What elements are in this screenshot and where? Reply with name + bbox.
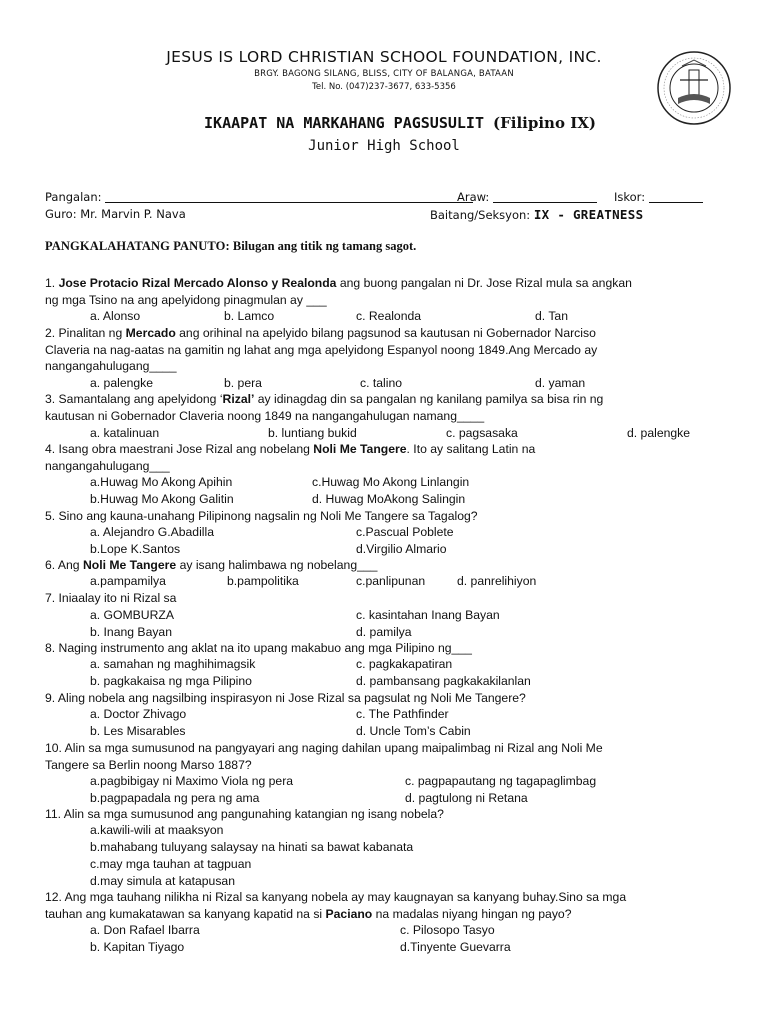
- option-9a[interactable]: a. Doctor Zhivago: [90, 707, 187, 721]
- option-5c[interactable]: c.Pascual Poblete: [356, 525, 454, 539]
- option-10d[interactable]: d. pagtulong ni Retana: [405, 791, 528, 805]
- question-number: 1.: [45, 276, 56, 290]
- option-1b[interactable]: b. Lamco: [224, 309, 275, 323]
- score-label: Iskor:: [614, 190, 646, 204]
- question-text: 2. Pinalitan ng: [45, 326, 123, 340]
- question-3: [45, 391, 725, 424]
- option-5a[interactable]: a. Alejandro G.Abadilla: [90, 525, 214, 539]
- name-field: [45, 190, 473, 204]
- option-11b[interactable]: b.mahabang tuluyang salaysay na hinati sa bawat kabanata: [90, 840, 414, 854]
- question-text-cont: ang orihinal na apelyido bilang pagsunod sa kautusan ni Gobernador Narciso: [179, 326, 596, 340]
- option-3c[interactable]: c. pagsasaka: [446, 426, 518, 440]
- question-6: [45, 557, 725, 574]
- option-3a[interactable]: a. katalinuan: [90, 426, 160, 440]
- question-text-cont: nangangahulugang___: [45, 458, 170, 473]
- option-4d[interactable]: d. Huwag MoAkong Salingin: [312, 492, 466, 506]
- option-2b[interactable]: b. pera: [224, 376, 262, 390]
- grade-section-value: IX - GREATNESS: [533, 207, 644, 222]
- grade-section-label: Baitang/Seksyon:: [430, 208, 531, 222]
- question-4: [45, 441, 725, 474]
- directions-text: Bilugan ang titik ng tamang sagot.: [232, 239, 417, 253]
- question-text-cont: ay isang halimbawa ng nobelang___: [179, 558, 378, 572]
- question-5: 5. Sino ang kauna-unahang Pilipinong nagsalin ng Noli Me Tangere sa Tagalog?: [45, 509, 478, 523]
- option-6a[interactable]: a.pampamilya: [90, 574, 166, 588]
- option-7a[interactable]: a. GOMBURZA: [90, 608, 174, 622]
- question-9: 9. Aling nobela ang nagsilbing inspirasyon ni Jose Rizal sa pagsulat ng Noli Me Tangere?: [45, 691, 526, 705]
- date-label: Araw:: [457, 190, 490, 204]
- date-field: [457, 190, 597, 204]
- option-8d[interactable]: d. pambansang pagkakakilanlan: [356, 674, 531, 688]
- option-5b[interactable]: b.Lope K.Santos: [90, 542, 181, 556]
- option-4c[interactable]: c.Huwag Mo Akong Linlangin: [312, 475, 470, 489]
- question-text: 12. Ang mga tauhang nilikha ni Rizal sa kanyang nobela ay may kaugnayan sa kanyang buhay.Sino sa mga: [45, 890, 627, 904]
- option-12b[interactable]: b. Kapitan Tiyago: [90, 940, 185, 954]
- question-2: [45, 325, 725, 375]
- grade-section-field: [430, 207, 643, 222]
- question-12: [45, 889, 725, 922]
- option-10b[interactable]: b.pagpapadala ng pera ng ama: [90, 791, 260, 805]
- question-text-cont: na madalas niyang hingan ng payo?: [375, 906, 572, 921]
- option-9b[interactable]: b. Les Misarables: [90, 724, 186, 738]
- name-label: Pangalan:: [45, 190, 102, 204]
- score-blank[interactable]: [649, 192, 703, 203]
- option-5d[interactable]: d.Virgilio Almario: [356, 542, 447, 556]
- exam-title: [0, 114, 768, 132]
- option-6d[interactable]: d. panrelihiyon: [457, 574, 537, 588]
- school-level: Junior High School: [308, 138, 460, 154]
- option-7c[interactable]: c. kasintahan Inang Bayan: [356, 608, 500, 622]
- option-6c[interactable]: c.panlipunan: [356, 574, 426, 588]
- question-emphasis: Noli Me Tangere: [313, 442, 407, 456]
- question-8: 8. Naging instrumento ang aklat na ito upang makabuo ang mga Pilipino ng___: [45, 641, 472, 655]
- question-emphasis: Rizal’: [222, 392, 255, 406]
- option-10a[interactable]: a.pagbibigay ni Maximo Viola ng pera: [90, 774, 294, 788]
- exam-subject: (Filipino IX): [493, 114, 596, 132]
- option-8c[interactable]: c. pagkakapatiran: [356, 657, 453, 671]
- teacher-line: Guro: Mr. Marvin P. Nava: [45, 207, 186, 221]
- option-9c[interactable]: c. The Pathfinder: [356, 707, 449, 721]
- option-4a[interactable]: a.Huwag Mo Akong Apihin: [90, 475, 233, 489]
- question-text-cont: nangangahulugang____: [45, 359, 177, 374]
- question-text-cont: Claveria na nag-aatas na gamitin ng lahat ang mga apelyidong Espanyol noong 1849.Ang Mercado ay: [45, 342, 598, 357]
- option-6b[interactable]: b.pampolitika: [227, 574, 299, 588]
- exam-title-text: IKAAPAT NA MARKAHANG PAGSUSULIT: [204, 114, 484, 132]
- option-1d[interactable]: d. Tan: [535, 309, 568, 323]
- school-address: BRGY. BAGONG SILANG, BLISS, CITY OF BALANGA, BATAAN: [254, 69, 514, 79]
- option-3d[interactable]: d. palengke: [627, 426, 691, 440]
- date-blank[interactable]: [493, 192, 597, 203]
- question-text-cont: kautusan ni Gobernador Claveria noong 1849 na nangangahulugan namang____: [45, 408, 485, 423]
- question-emphasis: Paciano: [325, 906, 373, 921]
- option-12d[interactable]: d.Tinyente Guevarra: [400, 940, 511, 954]
- score-field: [614, 190, 703, 204]
- option-1a[interactable]: a. Alonso: [90, 309, 141, 323]
- question-text-cont: tauhan ang kumakatawan sa kanyang kapatid na si: [45, 906, 323, 921]
- option-11a[interactable]: a.kawili-wili at maaksyon: [90, 823, 224, 837]
- option-3b[interactable]: b. luntiang bukid: [268, 426, 357, 440]
- option-2d[interactable]: d. yaman: [535, 376, 586, 390]
- school-name: JESUS IS LORD CHRISTIAN SCHOOL FOUNDATION, INC.: [166, 48, 602, 66]
- option-7d[interactable]: d. pamilya: [356, 625, 412, 639]
- option-1c[interactable]: c. Realonda: [356, 309, 422, 323]
- question-emphasis: Noli Me Tangere: [82, 558, 177, 572]
- question-text: 4. Isang obra maestrani Jose Rizal ang nobelang: [45, 442, 310, 456]
- question-text-cont: ay idinagdag din sa pangalan ng kanilang pamilya sa bisa rin ng: [257, 392, 604, 406]
- question-text-cont: Tangere sa Berlin noong Marso 1887?: [45, 757, 252, 772]
- option-12a[interactable]: a. Don Rafael Ibarra: [90, 923, 200, 937]
- option-8b[interactable]: b. pagkakaisa ng mga Pilipino: [90, 674, 252, 688]
- option-4b[interactable]: b.Huwag Mo Akong Galitin: [90, 492, 234, 506]
- option-7b[interactable]: b. Inang Bayan: [90, 625, 172, 639]
- option-11c[interactable]: c.may mga tauhan at tagpuan: [90, 857, 252, 871]
- option-10c[interactable]: c. pagpapautang ng tagapaglimbag: [405, 774, 597, 788]
- question-1: [45, 275, 725, 308]
- directions-heading: PANGKALAHATANG PANUTO:: [45, 239, 230, 253]
- school-telephone: Tel. No. (047)237-3677, 633-5356: [312, 82, 456, 92]
- question-emphasis: Jose Protacio Rizal Mercado Alonso y Realonda: [58, 276, 337, 290]
- option-9d[interactable]: d. Uncle Tom’s Cabin: [356, 724, 471, 738]
- question-emphasis: Mercado: [125, 326, 176, 340]
- question-text-cont: . Ito ay salitang Latin na: [406, 442, 536, 456]
- general-directions: [45, 239, 416, 254]
- question-text-cont: ng mga Tsino na ang apelyidong pinagmulan ay ___: [45, 292, 327, 307]
- question-11: 11. Alin sa mga sumusunod ang pangunahing katangian ng isang nobela?: [45, 807, 444, 821]
- question-10: [45, 740, 725, 773]
- option-2c[interactable]: c. talino: [360, 376, 403, 390]
- option-11d[interactable]: d.may simula at katapusan: [90, 874, 235, 888]
- question-text: ang buong pangalan ni Dr. Jose Rizal mula sa angkan: [339, 276, 632, 290]
- option-2a[interactable]: a. palengke: [90, 376, 154, 390]
- question-7: 7. Iniaalay ito ni Rizal sa: [45, 591, 177, 605]
- question-text: 6. Ang: [45, 558, 80, 572]
- question-text: 3. Samantalang ang apelyidong ‘: [45, 392, 223, 406]
- name-blank[interactable]: [105, 192, 473, 203]
- option-12c[interactable]: c. Pilosopo Tasyo: [400, 923, 495, 937]
- question-text: 10. Alin sa mga sumusunod na pangyayari ang naging dahilan upang maipalimbag ni Rizal ang Noli Me: [45, 741, 603, 755]
- option-8a[interactable]: a. samahan ng maghihimagsik: [90, 657, 256, 671]
